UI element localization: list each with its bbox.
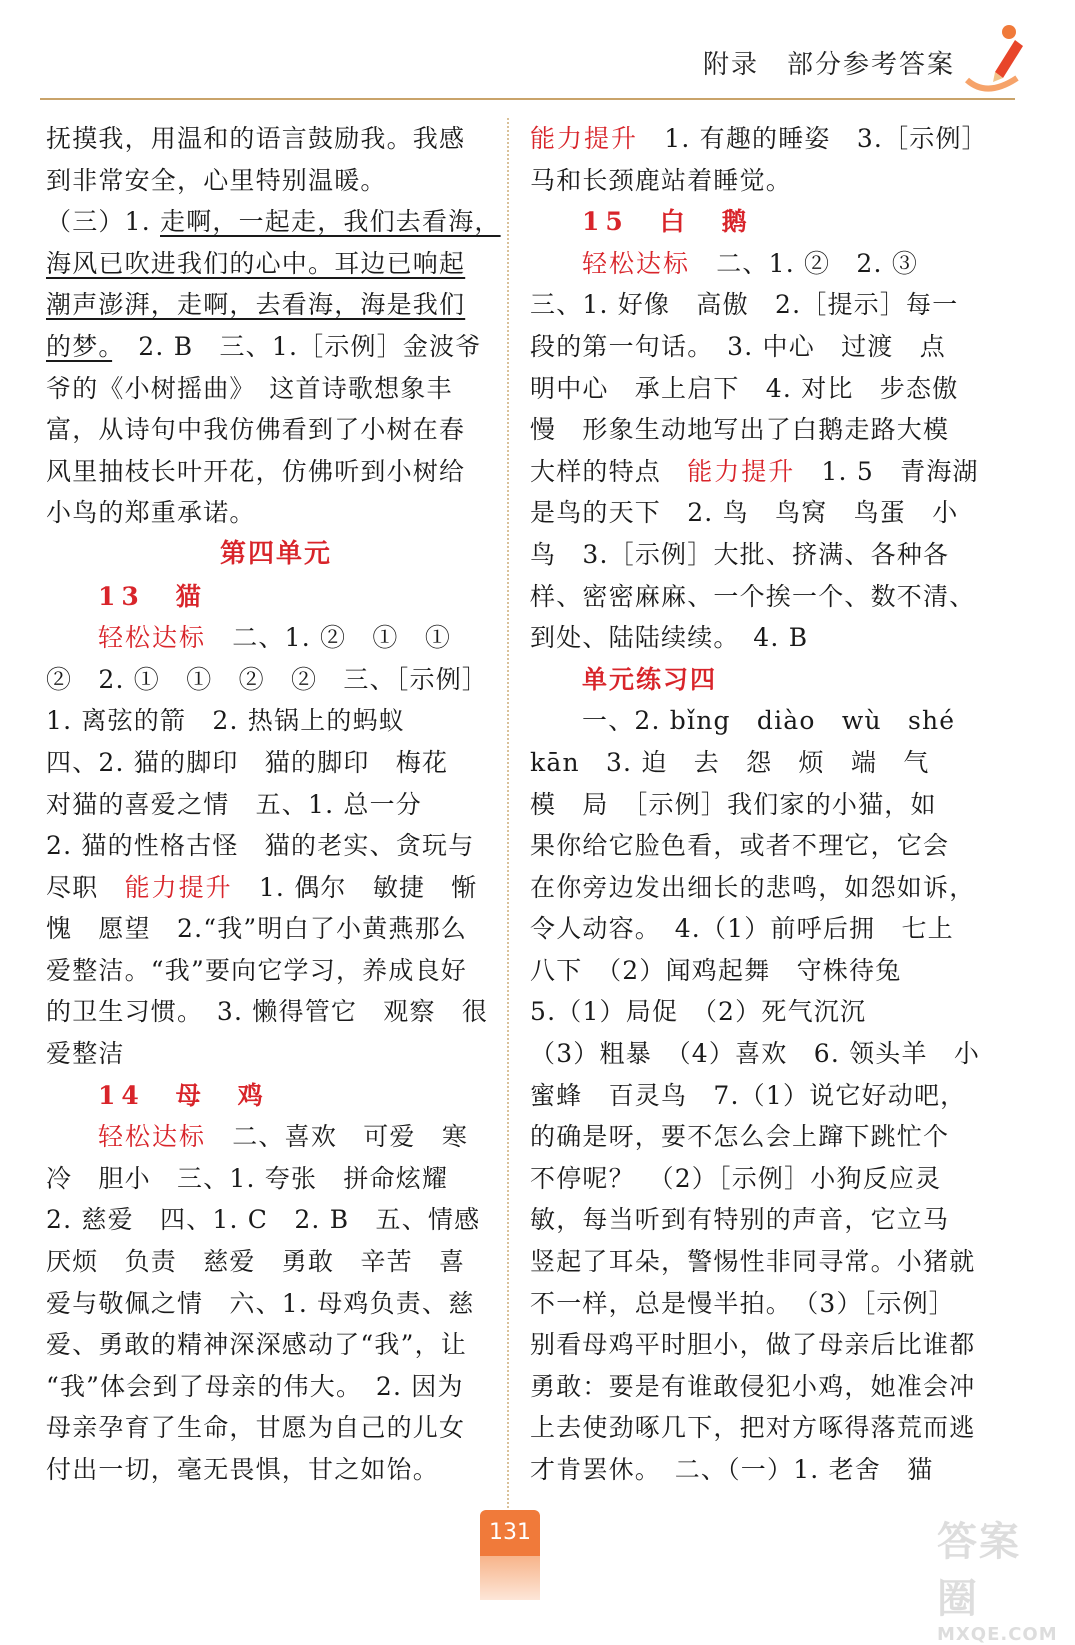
text-line [46, 867, 506, 909]
text-segment: 大样的特点 [530, 456, 688, 486]
text-line: 明中心 承上启下 4. 对比 步态傲 [530, 373, 959, 403]
text-line: kān 3. 迫 去 怨 烦 端 气 [530, 747, 930, 777]
text-segment: 1. 有趣的睡姿 3.［示例］ [638, 124, 988, 153]
text-segment: （三）1. [46, 207, 160, 237]
text-line: 是鸟的天下 2. 鸟 鸟窝 鸟蛋 小 [530, 498, 959, 528]
text-line: 富，从诗句中我仿佛看到了小树在春 [46, 415, 466, 445]
underlined-answer: 的梦。 [46, 331, 113, 361]
text-line: 果你给它脸色看，或者不理它，它会 [530, 831, 950, 861]
right-column [530, 118, 990, 1491]
text-line: 冷 胆小 三、1. 夸张 拼命炫耀 [46, 1163, 449, 1193]
text-line: 对猫的喜爱之情 五、1. 总一分 [46, 789, 423, 819]
pencil-logo-icon [957, 20, 1037, 100]
watermark-logo: 答案圈 [937, 1519, 1021, 1622]
text-line: 勇敢：要是有谁敢侵犯小鸡，她准会冲 [530, 1371, 976, 1401]
text-line: 四、2. 猫的脚印 猫的脚印 梅花 [46, 747, 449, 777]
text-segment: 1. 5 青海湖 [795, 456, 979, 486]
text-line: 爱与敬佩之情 六、1. 母鸡负责、慈 [46, 1288, 475, 1318]
text-line: 竖起了耳朵，警惕性非同寻常。小猪就 [530, 1247, 976, 1277]
text-line: 到处、陆陆续续。 4. B [530, 623, 809, 653]
text-segment: 2. B 三、1.［示例］金波爷 [112, 331, 482, 361]
text-line: 付出一切，毫无畏惧，甘之如饴。 [46, 1455, 440, 1484]
text-line: 小鸟的郑重承诺。 [46, 498, 256, 528]
text-line: 的卫生习惯。 3. 懒得管它 观察 很 [46, 997, 489, 1027]
text-line: （3）粗暴 （4）喜欢 6. 领头羊 小 [530, 1039, 981, 1069]
text-line: 模 局 ［示例］我们家的小猫，如 [530, 789, 937, 819]
column-divider [507, 118, 509, 1508]
text-segment: 二、1. ② ① ① [206, 623, 452, 653]
text-line: 抚摸我，用温和的语言鼓励我。我感 [46, 124, 466, 153]
text-line: 爱整洁。“我”要向它学习，养成良好 [46, 955, 467, 985]
text-line [530, 118, 990, 160]
underlined-answer: 走啊，一起走，我们去看海， [160, 207, 501, 237]
text-line: 鸟 3.［示例］大批、挤满、各种各 [530, 539, 950, 569]
text-line: 爷的《小树摇曲》 这首诗歌想象丰 [46, 373, 453, 403]
text-segment: 尽职 [46, 872, 125, 902]
text-segment: 1. 偶尔 敏捷 惭 [232, 872, 478, 902]
unit-exercise-title: 单元练习四 [582, 664, 718, 694]
text-line: 愧 愿望 2.“我”明白了小黄燕那么 [46, 914, 468, 944]
text-line: 在你旁边发出细长的悲鸣，如怨如诉， [530, 872, 976, 902]
section-tag: 能力提升 [687, 456, 796, 486]
section-tag: 能力提升 [530, 124, 639, 153]
text-line: 爱整洁 [46, 1039, 125, 1069]
text-line: 厌烦 负责 慈爱 勇敢 辛苦 喜 [46, 1247, 466, 1277]
text-line [530, 243, 990, 285]
header-title: 附录 部分参考答案 [702, 50, 955, 80]
text-line: 1. 离弦的箭 2. 热锅上的蚂蚁 [46, 706, 405, 736]
text-line: 不停呢？ （2）［示例］小狗反应灵 [530, 1163, 942, 1193]
text-line: 2. 慈爱 四、1. C 2. B 五、情感 [46, 1205, 481, 1235]
text-line [46, 617, 506, 659]
text-line: 母亲孕育了生命，甘愿为自己的儿女 [46, 1413, 466, 1443]
text-line: 才肯罢休。 二、（一）1. 老舍 猫 [530, 1455, 934, 1484]
section-tag: 轻松达标 [98, 1122, 207, 1152]
text-line: 爱、勇敢的精神深深感动了“我”，让 [46, 1330, 467, 1360]
text-line: 的确是呀，要不怎么会上蹿下跳忙个 [530, 1122, 950, 1152]
text-line: “我”体会到了母亲的伟大。 2. 因为 [46, 1371, 464, 1401]
text-line: 慢 形象生动地写出了白鹅走路大模 [530, 415, 950, 445]
text-segment: 二、喜欢 可爱 寒 [206, 1122, 469, 1152]
text-line: 风里抽枝长叶开花，仿佛听到小树给 [46, 456, 466, 486]
page-header [0, 0, 1075, 100]
text-line: 别看母鸡平时胆小，做了母亲后比谁都 [530, 1330, 976, 1360]
text-line: 2. 猫的性格古怪 猫的老实、贪玩与 [46, 831, 475, 861]
section-tag: 能力提升 [124, 872, 233, 902]
left-column [46, 118, 506, 1491]
text-line: 不一样，总是慢半拍。 （3）［示例］ [530, 1288, 956, 1318]
section-tag: 轻松达标 [98, 623, 207, 653]
text-line: 蜜蜂 百灵鸟 7.（1）说它好动吧， [530, 1080, 967, 1110]
page-number-strip [480, 1556, 540, 1600]
page-number: 131 [480, 1510, 540, 1556]
text-line: 八下 （2）闻鸡起舞 守株待兔 [530, 955, 902, 985]
text-line: 到非常安全，心里特别温暖。 [46, 165, 387, 195]
header-rule [40, 98, 1015, 100]
section-tag: 轻松达标 [582, 248, 691, 278]
lesson-title: 15 白 鹅 [582, 207, 753, 237]
text-line: 段的第一句话。 3. 中心 过渡 点 [530, 331, 946, 361]
text-line: 马和长颈鹿站着睡觉。 [530, 165, 793, 195]
unit-title: 第四单元 [219, 538, 332, 569]
text-line [46, 326, 506, 368]
text-line: 敏，每当听到有特别的声音，它立马 [530, 1205, 950, 1235]
text-line: 上去使劲啄几下，把对方啄得落荒而逃 [530, 1413, 976, 1443]
text-line [530, 451, 990, 493]
watermark [937, 1510, 1058, 1645]
text-line: ② 2. ① ① ② ② 三、［示例］ [46, 664, 489, 694]
text-line: 5.（1）局促 （2）死气沉沉 [530, 997, 867, 1027]
underlined-answer: 潮声澎湃，走啊，去看海，海是我们 [46, 290, 466, 320]
lesson-title: 14 母 鸡 [98, 1080, 269, 1110]
text-line: 样、密密麻麻、一个挨一个、数不清、 [530, 581, 976, 611]
text-line [46, 1116, 506, 1158]
underlined-answer: 海风已吹进我们的心中。耳边已响起 [46, 248, 466, 278]
lesson-title: 13 猫 [98, 581, 207, 611]
text-line: 令人动容。 4.（1）前呼后拥 七上 [530, 914, 954, 944]
text-segment: 二、1. ② 2. ③ [690, 248, 919, 278]
watermark-url: MXQE.COM [937, 1624, 1058, 1645]
text-line: 三、1. 好像 高傲 2.［提示］每一 [530, 290, 959, 320]
text-line [46, 201, 506, 243]
text-line: 一、2. bǐng diào wù shé [582, 706, 956, 736]
